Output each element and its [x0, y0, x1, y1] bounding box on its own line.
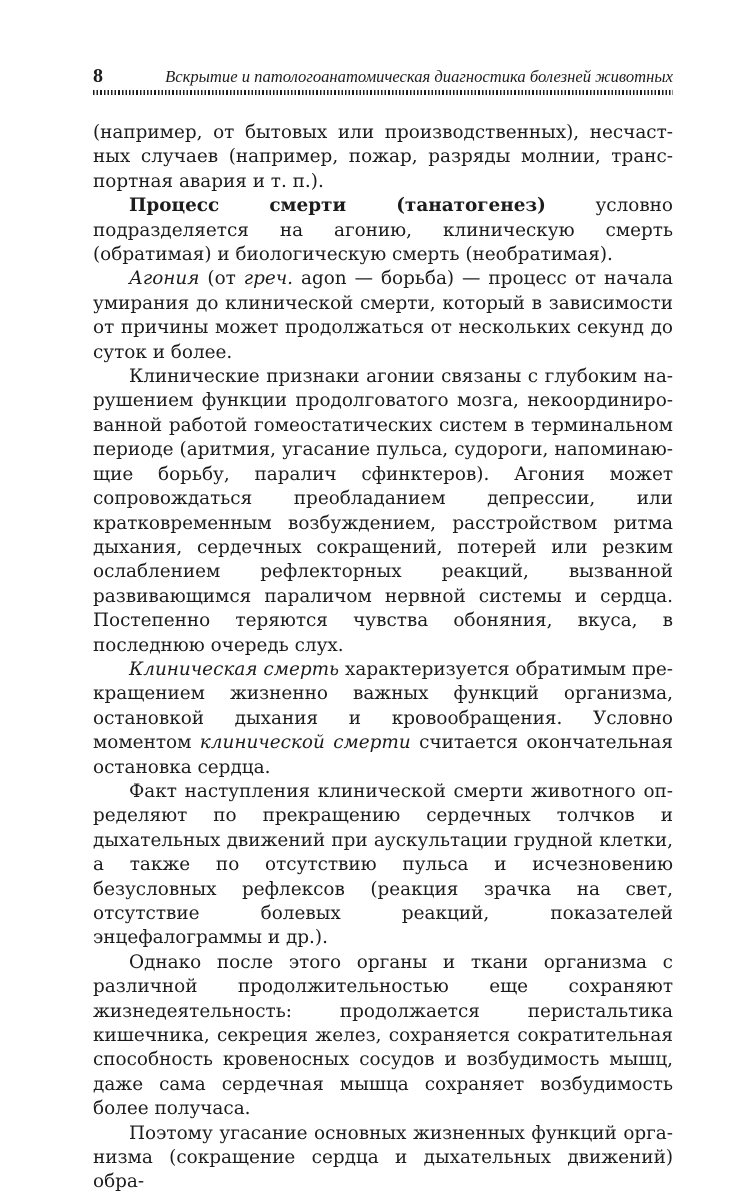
paragraph-text: Факт наступления клинической смерти животного определяют по прекращению сердечных толчков и дыхательных движений при аускультации грудной клетки, а также по отсутствию пульса и исчезновению безусловных рефлексов (реакция зрачка на свет, отсутствие болевых реакций, показателей энцефалограммы и др.).: [93, 780, 673, 949]
paragraph-thanatogenesis: [93, 194, 673, 267]
paragraph-text: agon — борьба) — процесс от начала умирания до клинической смерти, который в зависимости от причины может продолжаться от нескольких секунд до суток и более.: [93, 268, 673, 363]
italic-term: Клиническая смерть: [129, 658, 340, 680]
italic-term: Агония: [129, 268, 200, 290]
italic-abbreviation: греч.: [243, 268, 294, 290]
paragraph-agony-signs: [93, 365, 673, 658]
paragraph-clinical-death-diagnosis: [93, 780, 673, 951]
running-title: Вскрытие и патологоанатомическая диагностика болезней животных: [165, 67, 673, 86]
italic-term: клинической смерти: [199, 732, 411, 754]
paragraph-continuation: [93, 121, 673, 194]
paragraph-text: Поэтому угасание основных жизненных функций организма (сокращение сердца и дыхательных движений) обра-: [93, 1122, 673, 1193]
paragraph-text: (например, от бытовых или производственных), несчастных случаев (например, пожар, разряды молнии, транспортная авария и т. п.).: [93, 122, 673, 192]
header-dotted-rule: [93, 90, 673, 95]
paragraph-text: Клинические признаки агонии связаны с глубоким нарушением функции продолговатого мозга, некоординированной работой гомеостатических систем в терминальном периоде (аритмия, угасание пульса, судороги, напоминающие борьбу, паралич сфинктеров). Агония может сопровождаться преобладанием депрессии, или кратковременным возбуждением, расстройством ритма дыхания, сердечных сокращений, потерей или резким ослаблением рефлекторных реакций, вызванной развивающимся параличом нервной системы и сердца. Постепенно теряются чувства обоняния, вкуса, в последнюю очередь слух.: [93, 366, 673, 656]
paragraph-agony-definition: [93, 267, 673, 365]
paragraph-residual-vitality: [93, 951, 673, 1122]
page-number: 8: [93, 65, 103, 87]
paragraph-text: условно подразделяется на агонию, клиническую смерть (обратимая) и биологическую смерть (необратимая).: [93, 195, 674, 266]
running-header: [93, 62, 673, 90]
bold-term: Процесс смерти (танатогенез): [129, 195, 546, 217]
paragraph-text: (от: [199, 268, 244, 290]
body-text: [93, 121, 673, 1195]
paragraph-text: Однако после этого органы и ткани организма с различной продолжительностью еще сохраняют жизнедеятельность: продолжается перистальтика кишечника, секреция желез, сохраняется сократительная способность кровеносных сосудов и возбудимость мышц, даже сама сердечная мышца сохраняет возбудимость более получаса.: [93, 951, 673, 1120]
paragraph-text: характеризуется обратимым прекращением жизненно важных функций организма, остановкой дыхания и кровообращения. Условно моментом: [93, 658, 673, 754]
paragraph-text: считается окончательная остановка сердца.: [93, 732, 673, 778]
paragraph-conclusion: [93, 1122, 673, 1195]
paragraph-clinical-death: [93, 658, 673, 780]
